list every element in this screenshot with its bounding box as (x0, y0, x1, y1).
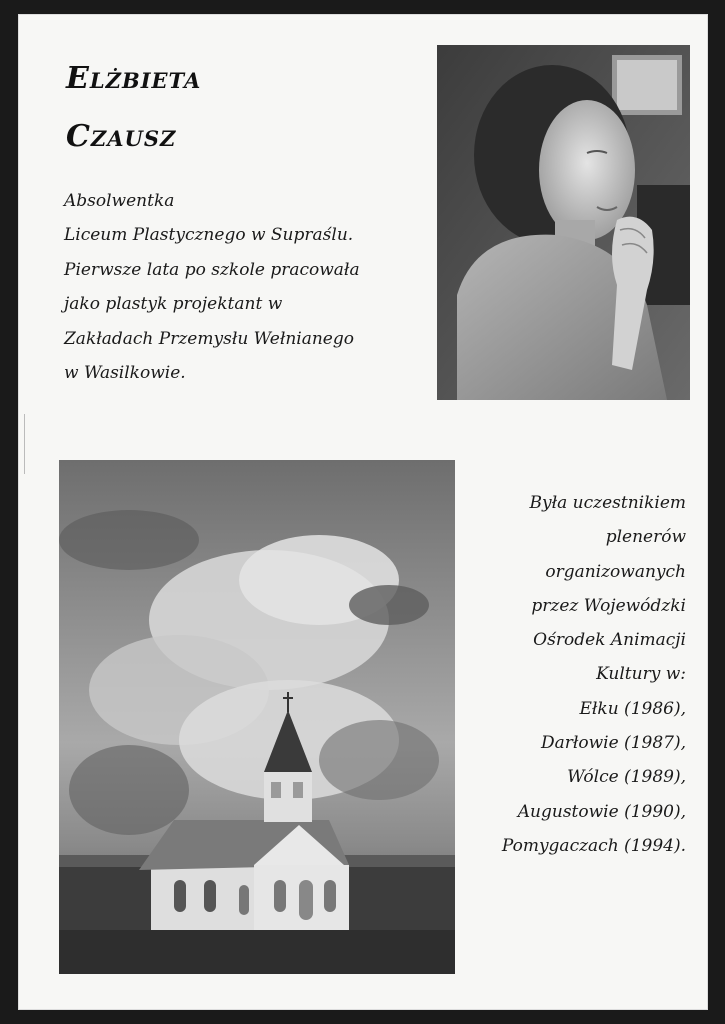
document-page (18, 14, 708, 1010)
plein-air-line: Ełku (1986), (579, 698, 686, 719)
plein-air-line: Pomygaczach (1994). (501, 835, 686, 856)
bio-line: Absolwentka (64, 191, 175, 211)
artist-portrait-photo (437, 45, 690, 400)
plein-air-paragraph (426, 486, 686, 863)
bio-line: jako plastyk projektant w (64, 294, 283, 315)
artist-first-name: Elżbieta (66, 61, 202, 96)
biography-paragraph (64, 184, 424, 390)
plein-air-line: Darłowie (1987), (540, 733, 686, 754)
bio-line: Pierwsze lata po szkole pracowała (64, 259, 360, 280)
artist-last-name: Czausz (66, 119, 177, 154)
plein-air-line: Ośrodek Animacji (533, 630, 686, 651)
bio-line: w Wasilkowie. (64, 363, 186, 384)
plein-air-line: plenerów (605, 527, 686, 548)
church-painting (59, 460, 455, 974)
plein-air-line: Kultury w: (596, 664, 686, 685)
plein-air-line: organizowanych (545, 561, 686, 582)
plein-air-line: Była uczestnikiem (529, 493, 686, 513)
bio-line: Zakładach Przemysłu Wełnianego (64, 328, 354, 349)
plein-air-line: przez Wojewódzki (531, 595, 686, 616)
plein-air-line: Wólce (1989), (567, 767, 686, 788)
bio-line: Liceum Plastycznego w Supraślu. (64, 225, 354, 246)
plein-air-line: Augustowie (1990), (517, 801, 686, 822)
artist-name (66, 50, 201, 166)
